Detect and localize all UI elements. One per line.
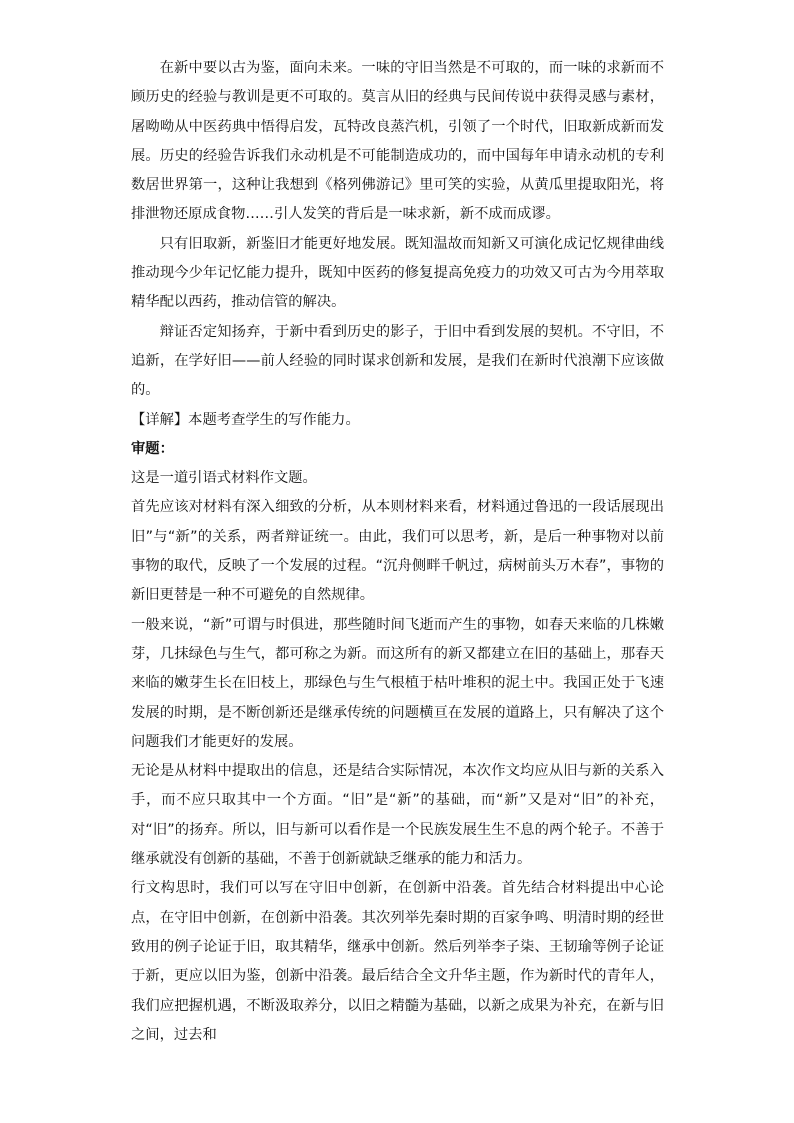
analysis-paragraph-5: 行文构思时，我们可以写在守旧中创新，在创新中沿袭。首先结合材料提出中心论点，在守旧中创新，在创新中沿袭。其次列举先秦时期的百家争鸣、明清时期的经世致用的例子论证于旧，取其精华，继承中创新。然后列举李子柒、王韧瑜等例子论证于新，更应以旧为鉴，创新中沿袭。最后结合全文升华主题，作为新时代的青年人，我们应把握机遇，不断汲取养分，以旧之精髓为基础，以新之成果为补充，在新与旧之间，过去和 [131, 880, 664, 1043]
analysis-paragraph-4: 无论是从材料中提取出的信息，还是结合实际情况，本次作文均应从旧与新的关系入手，而不应只取其中一个方面。“旧”是“新”的基础，而“新”又是对“旧”的补充，对“旧”的扬弃。所以，旧与新可以看作是一个民族发展生生不息的两个轮子。不善于继承就没有创新的基础，不善于创新就缺乏继承的能力和活力。 [131, 763, 664, 868]
essay-paragraph-1: 在新中要以古为鉴，面向未来。一味的守旧当然是不可取的，而一味的求新而不顾历史的经验与教训是更不可取的。莫言从旧的经典与民间传说中获得灵感与素材，屠呦呦从中医药典中悟得启发，瓦特改良蒸汽机，引领了一个时代，旧取新成新而发展。历史的经验告诉我们永动机是不可能制造成功的，而中国每年申请永动机的专利数居世界第一，这种让我想到《格列佛游记》里可笑的实验，从黄瓜里提取阳光，将排泄物还原成食物……引人发笑的背后是一味求新，新不成而成谬。 [131, 60, 664, 223]
essay-paragraph-3: 辩证否定知扬弃，于新中看到历史的影子，于旧中看到发展的契机。不守旧，不追新，在学好旧——前人经验的同时谋求创新和发展，是我们在新时代浪潮下应该做的。 [131, 323, 664, 399]
section-heading-shenti: 审题： [131, 440, 174, 457]
analysis-paragraph-3: 一般来说，“新”可谓与时俱进，那些随时间飞逝而产生的事物，如春天来临的几株嫩芽，几抹绿色与生气，都可称之为新。而这所有的新又都建立在旧的基础上，那春天来临的嫩芽生长在旧枝上，那绿色与生气根植于枯叶堆积的泥土中。我国正处于飞速发展的时期，是不断创新还是继承传统的问题横亘在发展的道路上，只有解决了这个问题我们才能更好的发展。 [131, 616, 664, 750]
analysis-paragraph-2: 首先应该对材料有深入细致的分析，从本则材料来看，材料通过鲁迅的一段话展现出旧”与“新”的关系，两者辩证统一。由此，我们可以思考，新，是后一种事物对以前事物的取代，反映了一个发展的过程。“沉舟侧畔千帆过，病树前头万木春”，事物的新旧更替是一种不可避免的自然规律。 [131, 499, 664, 604]
detail-label: 【详解】本题考查学生的写作能力。 [131, 411, 360, 428]
essay-paragraph-2: 只有旧取新，新鉴旧才能更好地发展。既知温故而知新又可演化成记忆规律曲线推动现今少年记忆能力提升，既知中医药的修复提高免疫力的功效又可古为今用萃取精华配以西药，推动信管的解决。 [131, 235, 664, 311]
analysis-paragraph-1: 这是一道引语式材料作文题。 [131, 470, 317, 487]
document-page [131, 54, 664, 1064]
